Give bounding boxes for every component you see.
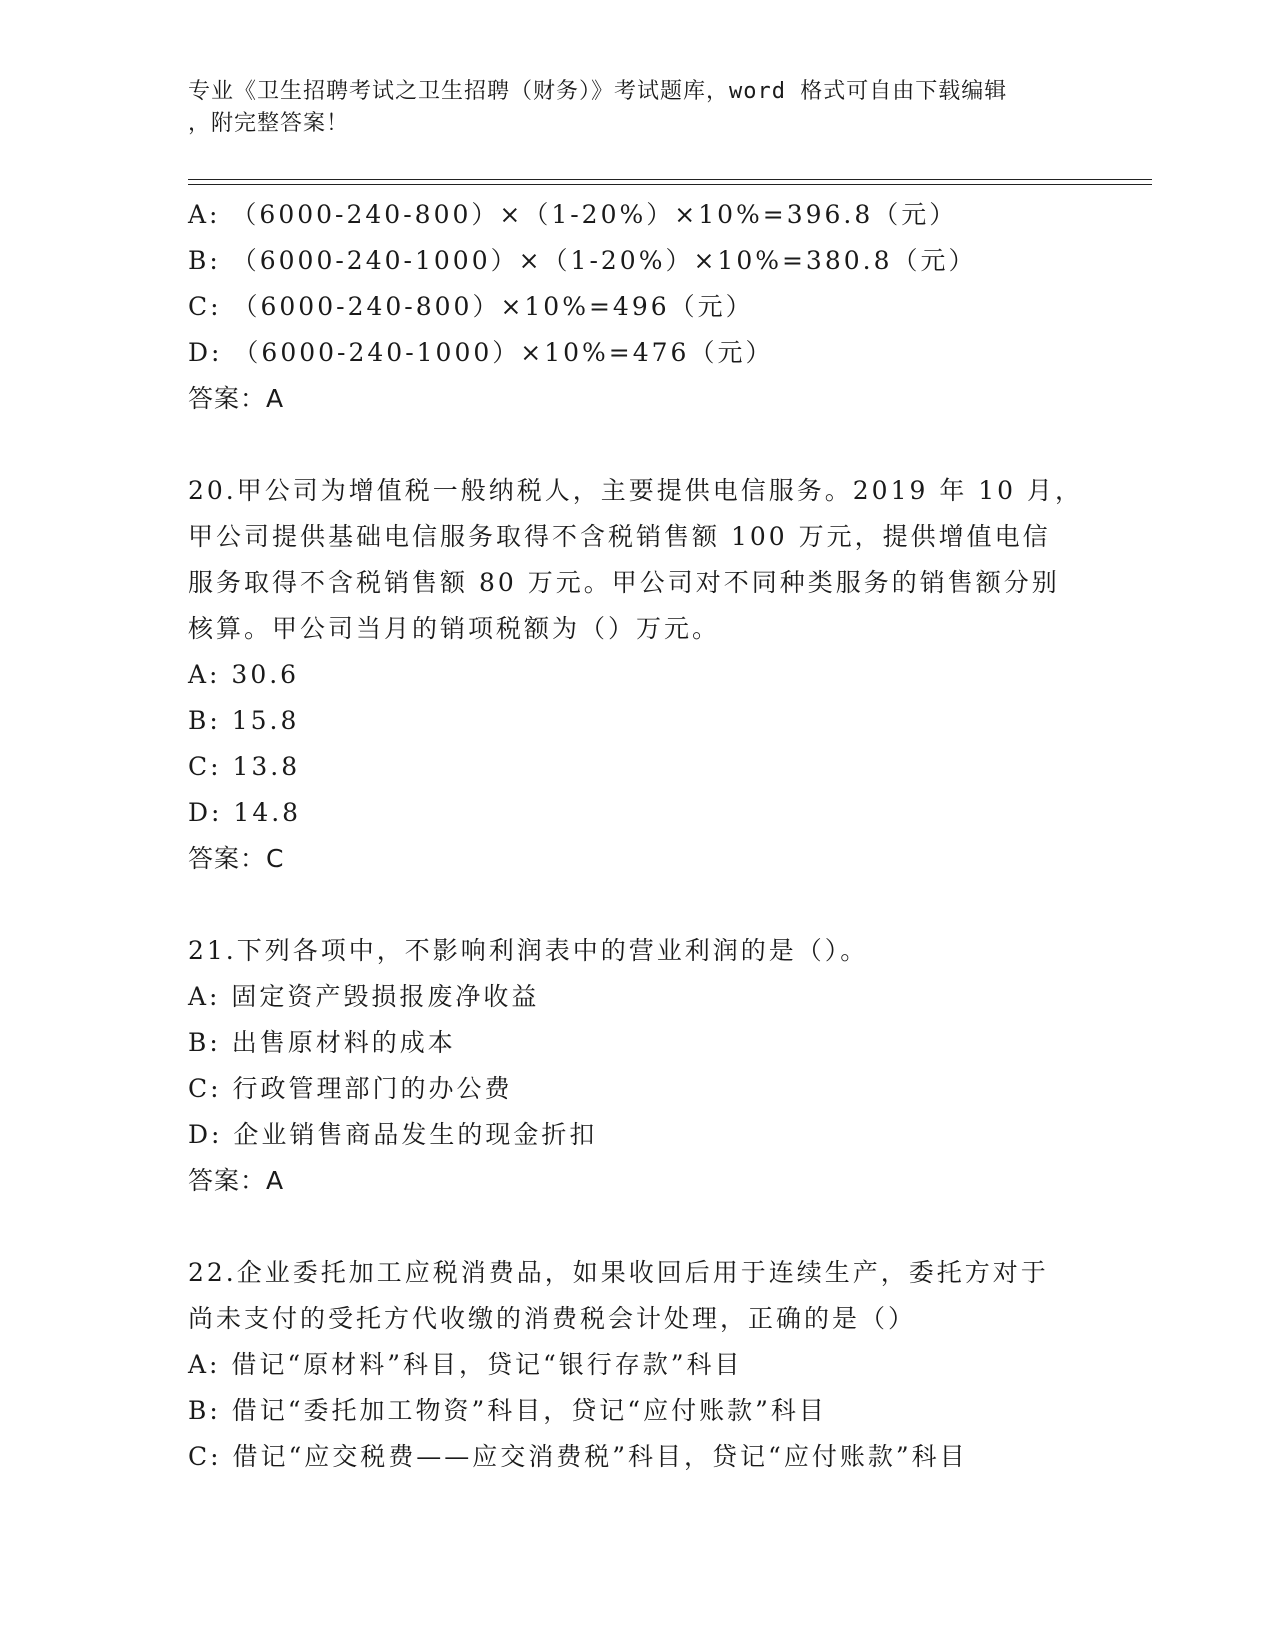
question-line: 21.下列各项中，不影响利润表中的营业利润的是（）。 (188, 936, 869, 965)
option-b: B: （6000-240-1000）×（1-20%）×10%=380.8（元） (188, 246, 977, 275)
option-a: A: 固定资产毁损报废净收益 (188, 982, 540, 1011)
question-line: 甲公司提供基础电信服务取得不含税销售额 100 万元，提供增值电信 (188, 522, 1051, 551)
option-a: A: 借记“原材料”科目，贷记“银行存款”科目 (188, 1350, 743, 1379)
question-block (188, 928, 1088, 1204)
option-d: D: 企业销售商品发生的现金折扣 (188, 1120, 598, 1149)
option-c: C: 13.8 (188, 752, 301, 781)
option-c: C: （6000-240-800）×10%=496（元） (188, 292, 754, 321)
option-c: C: 借记“应交税费——应交消费税”科目，贷记“应付账款”科目 (188, 1442, 968, 1471)
spacer (188, 882, 1088, 928)
question-text (188, 928, 1088, 974)
question-line: 服务取得不含税销售额 80 万元。甲公司对不同种类服务的销售额分别 (188, 568, 1060, 597)
question-line: 22.企业委托加工应税消费品，如果收回后用于连续生产，委托方对于 (188, 1258, 1049, 1287)
question-text (188, 1250, 1088, 1342)
question-block (188, 468, 1088, 882)
question-line: 20.甲公司为增值税一般纳税人，主要提供电信服务。2019 年 10 月， (188, 476, 1084, 505)
question-list (188, 192, 1088, 1480)
answer-line: 答案：C (188, 844, 285, 873)
spacer (188, 1204, 1088, 1250)
option-c: C: 行政管理部门的办公费 (188, 1074, 513, 1103)
option-b: B: 借记“委托加工物资”科目，贷记“应付账款”科目 (188, 1396, 827, 1425)
question-line: 核算。甲公司当月的销项税额为（）万元。 (188, 614, 721, 643)
question-block (188, 1250, 1088, 1480)
answer-line: 答案：A (188, 384, 285, 413)
header-divider-top (188, 179, 1152, 180)
header-divider-bottom (188, 184, 1152, 185)
header-line-2: ，附完整答案！ (188, 111, 350, 136)
spacer (188, 422, 1088, 468)
option-a: A: 30.6 (188, 660, 300, 689)
header-line-1: 专业《卫生招聘考试之卫生招聘（财务）》考试题库，word 格式可自由下载编辑 (188, 79, 1008, 104)
answer-line: 答案：A (188, 1166, 285, 1195)
document-header (188, 76, 1068, 140)
option-d: D: （6000-240-1000）×10%=476（元） (188, 338, 774, 367)
question-text (188, 468, 1088, 652)
question-line: 尚未支付的受托方代收缴的消费税会计处理，正确的是（） (188, 1304, 917, 1333)
option-a: A: （6000-240-800）×（1-20%）×10%=396.8（元） (188, 200, 958, 229)
question-block (188, 192, 1088, 422)
option-b: B: 出售原材料的成本 (188, 1028, 456, 1057)
option-d: D: 14.8 (188, 798, 302, 827)
option-b: B: 15.8 (188, 706, 300, 735)
